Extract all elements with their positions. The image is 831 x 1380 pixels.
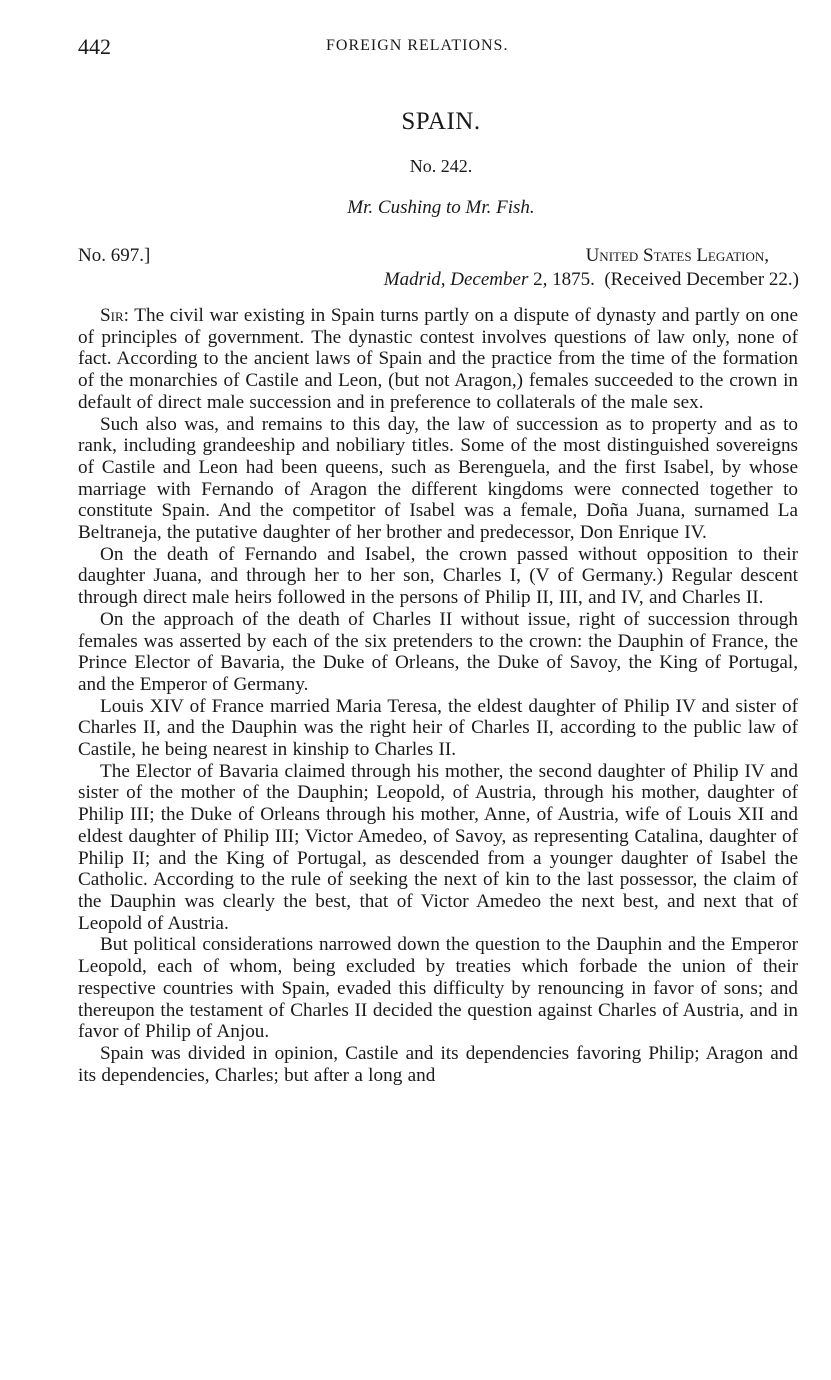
paragraph: On the death of Fernando and Isabel, the crown passed without opposition to their daughter Juana, and through her to her son, Charles I, (V of Germany.) Regular descent through direct male heirs followed in the persons of Philip II, III, and IV, and Charles II. (78, 543, 798, 609)
dispatch-reference: No. 697.] (78, 245, 151, 266)
legation-name: United States Legation, (585, 245, 769, 266)
correspondents-line: Mr. Cushing to Mr. Fish. (347, 197, 535, 218)
paragraph: The Elector of Bavaria claimed through his mother, the second daughter of Philip IV and sister of the mother of the Dauphin; Leopold, of Austria, through his mother, daughter of Philip III; the Duke of Orleans through his mother, Anne, of Austria, wife of Louis XII and eldest daughter of Philip III; Victor Amedeo, of Savoy, as representing Catalina, daughter of Philip II; and the King of Portugal, as descended from a younger daughter of Isabel the Catholic. According to the rule of seeking the next of kin to the last possessor, the claim of the Dauphin was clearly the best, that of Victor Amedeo the next best, and next that of Leopold of Austria. (78, 760, 798, 934)
page-number: 442 (78, 34, 111, 59)
received-date: (Received December 22.) (604, 269, 799, 290)
paragraph (78, 305, 798, 414)
paragraph: But political considerations narrowed down the question to the Dauphin and the Emperor Leopold, each of whom, being excluded by treaties which forbade the union of their respective countries with Spain, evaded this difficulty by renouncing in favor of sons; and thereupon the testament of Charles II decided the question against Charles of Austria, and in favor of Philip of Anjou. (78, 934, 798, 1043)
letter-body (78, 305, 798, 1086)
running-title: FOREIGN RELATIONS. (326, 37, 509, 54)
running-head (78, 30, 798, 64)
paragraph-text: : The civil war existing in Spain turns partly on a dispute of dynasty and partly on one of principles of government. The dynastic contest involves questions of law only, none of fact. According to the ancient laws of Spain and the practice from the time of the formation of the monarchies of Castile and Leon, (but not Aragon,) females succeeded to the crown in default of direct male succession and in preference to collaterals of the male sex. (78, 305, 798, 413)
dateline (78, 243, 798, 295)
place-date: Madrid, December (383, 269, 529, 290)
paragraph: Spain was divided in opinion, Castile and its dependencies favoring Philip; Aragon and its dependencies, Charles; but after a long and (78, 1042, 798, 1086)
date-day-year: 2, 1875. (528, 269, 595, 290)
salutation: Sir (100, 305, 124, 326)
place-date-line (384, 269, 799, 291)
paragraph: On the approach of the death of Charles II without issue, right of succession through females was asserted by each of the six pretenders to the crown: the Dauphin of France, the Prince Elector of Bavaria, the Duke of Orleans, the Duke of Savoy, the King of Portugal, and the Emperor of Germany. (78, 608, 798, 695)
paragraph: Such also was, and remains to this day, the law of succession as to property and as to rank, including grandeeship and nobiliary titles. Some of the most distinguished sovereigns of Castile and Leon had been queens, such as Berenguela, and the first Isabel, by whose marriage with Fernando of Aragon the different kingdoms were connected together to constitute Spain. And the competitor of Isabel was a female, Doña Juana, surnamed La Beltraneja, the putative daughter of her brother and predecessor, Don Enrique IV. (78, 413, 798, 544)
country-heading: SPAIN. (401, 108, 481, 135)
paragraph: Louis XIV of France married Maria Teresa, the eldest daughter of Philip IV and sister of Charles II, and the Dauphin was the right heir of Charles II, according to the public law of Castile, he being nearest in kinship to Charles II. (78, 695, 798, 761)
document-page (78, 30, 798, 1086)
document-number: No. 242. (409, 156, 473, 176)
